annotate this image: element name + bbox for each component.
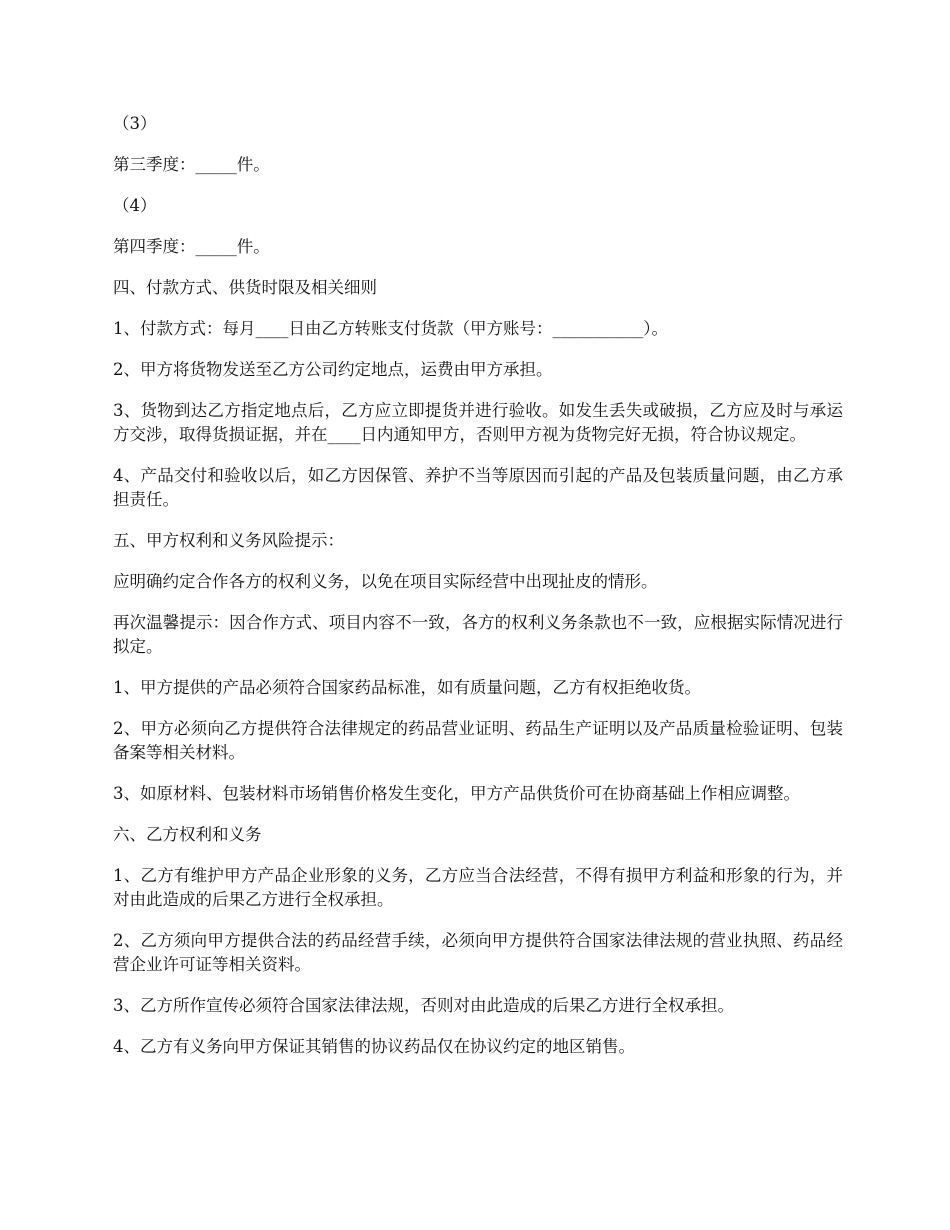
item-3-label: （3）	[113, 114, 157, 133]
section-6-clause-1: 1、乙方有维护甲方产品企业形象的义务，乙方应当合法经营，不得有损甲方利益和形象的行为，并对由此造成的后果乙方进行全权承担。	[113, 866, 843, 909]
fourth-quarter-line: 第四季度：_____件。	[113, 237, 270, 256]
section-5-reminder: 再次温馨提示：因合作方式、项目内容不一致，各方的权利义务条款也不一致，应根据实际情况进行拟定。	[113, 613, 843, 656]
section-5-clause-3: 3、如原材料、包装材料市场销售价格发生变化，甲方产品供货价可在协商基础上作相应调整。	[113, 784, 800, 803]
section-4-clause-3: 3、货物到达乙方指定地点后，乙方应立即提货并进行验收。如发生丢失或破损，乙方应及时与承运方交涉，取得货损证据，并在____日内通知甲方，否则甲方视为货物完好无损，符合协议规定。	[113, 401, 843, 444]
document-page	[113, 112, 843, 1076]
section-4-clause-4: 4、产品交付和验收以后，如乙方因保管、养护不当等原因而引起的产品及包装质量问题，由乙方承担责任。	[113, 466, 843, 509]
section-6-heading: 六、乙方权利和义务	[113, 825, 262, 844]
section-4-heading: 四、付款方式、供货时限及相关细则	[113, 278, 377, 297]
section-4-clause-2: 2、甲方将货物发送至乙方公司约定地点，运费由甲方承担。	[113, 360, 553, 379]
section-6-clause-4: 4、乙方有义务向甲方保证其销售的协议药品仅在协议约定的地区销售。	[113, 1037, 635, 1056]
section-5-clause-1: 1、甲方提供的产品必须符合国家药品标准，如有质量问题，乙方有权拒绝收货。	[113, 678, 701, 697]
section-5-clause-2: 2、甲方必须向乙方提供符合法律规定的药品营业证明、药品生产证明以及产品质量检验证明、包装备案等相关材料。	[113, 719, 843, 762]
third-quarter-line: 第三季度：_____件。	[113, 155, 270, 174]
section-6-clause-3: 3、乙方所作宣传必须符合国家法律法规，否则对由此造成的后果乙方进行全权承担。	[113, 996, 734, 1015]
item-4-label: （4）	[113, 196, 157, 215]
section-6-clause-2: 2、乙方须向甲方提供合法的药品经营手续，必须向甲方提供符合国家法律法规的营业执照、药品经营企业许可证等相关资料。	[113, 931, 843, 974]
section-5-heading: 五、甲方权利和义务风险提示：	[113, 531, 344, 550]
section-5-note: 应明确约定合作各方的权利义务，以免在项目实际经营中出现扯皮的情形。	[113, 572, 658, 591]
section-4-clause-1: 1、付款方式：每月____日由乙方转账支付货款（甲方账号：___________）。	[113, 319, 668, 338]
